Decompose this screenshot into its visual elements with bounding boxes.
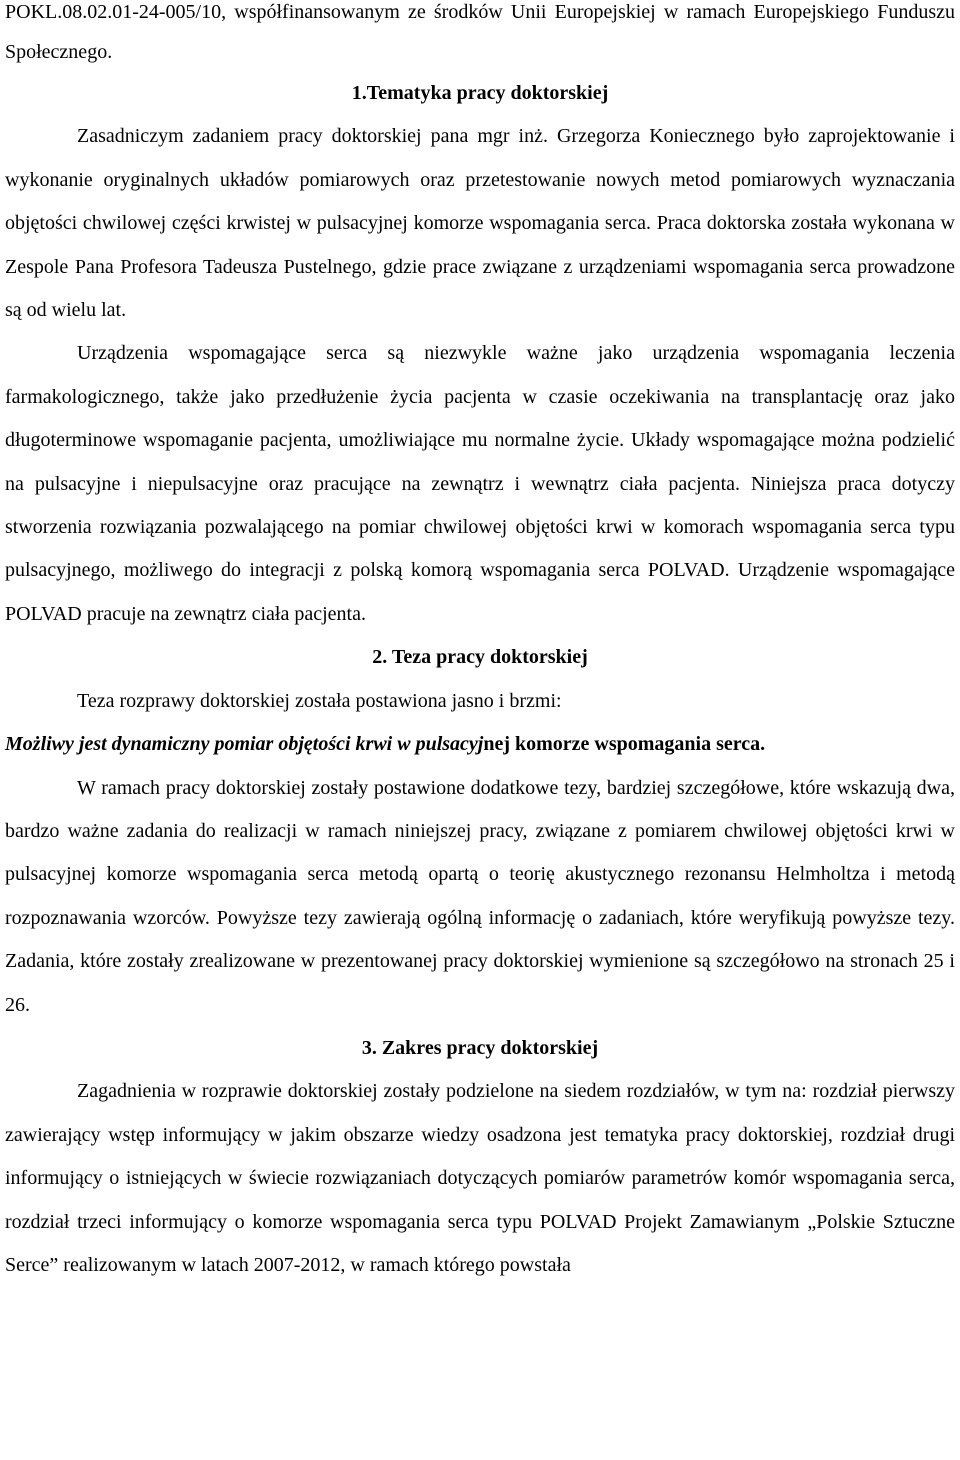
- funding-note: POKL.08.02.01-24-005/10, współfinansowanym ze środków Unii Europejskiej w ramach Europejskiego Funduszu Społecznego.: [5, 1, 955, 63]
- section-2-intro: Teza rozprawy doktorskiej została postawiona jasno i brzmi:: [77, 689, 562, 712]
- section-2-heading: 2. Teza pracy doktorskiej: [372, 646, 588, 669]
- section-3-paragraph-1: Zagadnienia w rozprawie doktorskiej zostały podzielone na siedem rozdziałów, w tym na: rozdział pierwszy zawierający wstęp informujący w jakim obszarze wiedzy osadzona jest tematyka pracy doktorskiej, rozdział drugi informujący o istniejących w świecie rozwiązaniach dotyczących pomiarów parametrów komór wspomagania serca, rozdział trzeci informujący o komorze wspomagania serca typu POLVAD Projekt Zamawianym „Polskie Sztuczne Serce” realizowanym w latach 2007-2012, w ramach którego powstała: [5, 1080, 955, 1276]
- section-2-paragraph-1: W ramach pracy doktorskiej zostały postawione dodatkowe tezy, bardziej szczegółowe, które wskazują dwa, bardzo ważne zadania do realizacji w ramach niniejszej pracy, związane z pomiarem chwilowej objętości krwi w pulsacyjnej komorze wspomagania serca metodą opartą o teorię akustycznego rezonansu Helmholtza i metodą rozpoznawania wzorców. Powyższe tezy zawierają ogólną informację o zadaniach, które weryfikują powyższe tezy. Zadania, które zostały zrealizowane w prezentowanej pracy doktorskiej wymienione są szczegółowo na stronach 25 i 26.: [5, 776, 955, 1016]
- section-1-paragraph-2: Urządzenia wspomagające serca są niezwykle ważne jako urządzenia wspomagania leczenia farmakologicznego, także jako przedłużenie życia pacjenta w czasie oczekiwania na transplantację oraz jako długoterminowe wspomaganie pacjenta, umożliwiające mu normalne życie. Układy wspomagające można podzielić na pulsacyjne i niepulsacyjne oraz pracujące na zewnątrz i wewnątrz ciała pacjenta. Niniejsza praca dotyczy stworzenia rozwiązania pozwalającego na pomiar chwilowej objętości krwi w komorach wspomagania serca typu pulsacyjnego, możliwego do integracji z polską komorą wspomagania serca POLVAD. Urządzenie wspomagające POLVAD pracuje na zewnątrz ciała pacjenta.: [5, 342, 955, 625]
- section-3-heading: 3. Zakres pracy doktorskiej: [361, 1036, 599, 1059]
- section-1-paragraph-1: Zasadniczym zadaniem pracy doktorskiej pana mgr inż. Grzegorza Koniecznego było zaprojektowanie i wykonanie oryginalnych układów pomiarowych oraz przetestowanie nowych metod pomiarowych wyznaczania objętości chwilowej części krwistej w pulsacyjnej komorze wspomagania serca. Praca doktorska została wykonana w Zespole Pana Profesora Tadeusza Pustelnego, gdzie prace związane z urządzeniami wspomagania serca prowadzone są od wielu lat.: [5, 125, 955, 322]
- section-1-heading: 1.Tematyka pracy doktorskiej: [351, 82, 609, 104]
- thesis-bold-part: nej komorze wspomagania serca.: [483, 733, 766, 756]
- thesis-statement: [5, 723, 955, 766]
- document-page: [5, 0, 955, 1287]
- thesis-italic-part: Możliwy jest dynamiczny pomiar objętości krwi w pulsacyj: [5, 733, 484, 756]
